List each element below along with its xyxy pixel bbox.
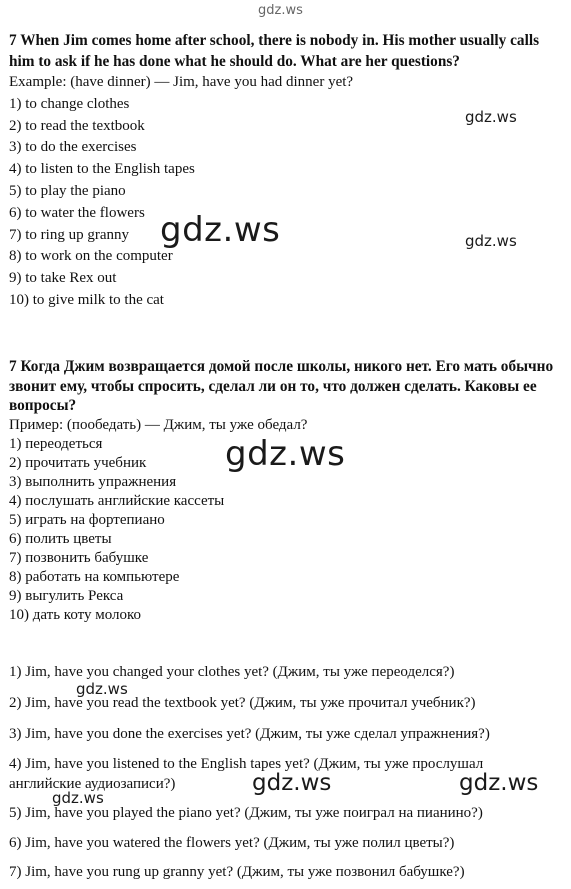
list-item: 7) to ring up granny (9, 226, 129, 243)
list-item: 3) выполнить упражнения (9, 473, 177, 490)
list-item: 4) to listen to the English tapes (9, 161, 195, 178)
answer-item: 5) Jim, have you played the piano yet? (Джим, ты уже поиграл на пианино?) (9, 805, 483, 821)
answer-item: 3) Jim, have you done the exercises yet? (Джим, ты уже сделал упражнения?) (9, 726, 490, 742)
exercise-russian (9, 357, 564, 625)
exercise-russian-example: Пример: (пообедать) — Джим, ты уже обедал? (9, 416, 308, 433)
exercise-english-title: 7 When Jim comes home after school, there is nobody in. His mother usually calls him to ask if he has done what he should do. What are her questions? (9, 32, 540, 70)
answer-item: 4) Jim, have you listened to the English tapes yet? (Джим, ты уже прослушал английские аудиозаписи?) (9, 756, 484, 792)
watermark-top: gdz.ws (258, 3, 303, 18)
exercise-english (9, 30, 564, 312)
answer-item: 1) Jim, have you changed your clothes yet? (Джим, ты уже переоделся?) (9, 664, 455, 680)
list-item: 6) полить цветы (9, 530, 112, 547)
watermark-right-1: gdz.ws (465, 108, 517, 126)
list-item: 10) to give milk to the cat (9, 291, 164, 308)
list-item: 9) to take Rex out (9, 270, 117, 287)
list-item: 10) дать коту молоко (9, 606, 142, 623)
list-item: 8) работать на компьютере (9, 568, 180, 585)
watermark-center-2: gdz.ws (225, 434, 346, 474)
exercise-russian-title: 7 Когда Джим возвращается домой после школы, никого нет. Его мать обычно звонит ему, чтобы спросить, сделал ли он то, что должен сделать. Каковы ее вопросы? (9, 358, 554, 414)
list-item: 5) играть на фортепиано (9, 511, 165, 528)
exercise-english-items (9, 94, 564, 312)
list-item: 1) переодеться (9, 435, 103, 452)
watermark-right-2: gdz.ws (465, 232, 517, 250)
watermark-answers-right: gdz.ws (459, 770, 539, 796)
list-item: 3) to do the exercises (9, 139, 137, 156)
answer-item: 6) Jim, have you watered the flowers yet? (Джим, ты уже полил цветы?) (9, 835, 455, 851)
list-item: 7) позвонить бабушке (9, 549, 149, 566)
watermark-center-1: gdz.ws (160, 210, 281, 250)
answer-item: 2) Jim, have you read the textbook yet? (Джим, ты уже прочитал учебник?) (9, 695, 476, 711)
watermark-answers-left-1: gdz.ws (76, 680, 128, 698)
list-item: 2) прочитать учебник (9, 454, 147, 471)
list-item: 2) to read the textbook (9, 117, 145, 134)
watermark-answers-left-2: gdz.ws (52, 789, 104, 807)
watermark-answers-center: gdz.ws (252, 770, 332, 796)
list-item: 9) выгулить Рекса (9, 587, 124, 604)
list-item: 4) послушать английские кассеты (9, 492, 225, 509)
answer-item: 7) Jim, have you rung up granny yet? (Джим, ты уже позвонил бабушке?) (9, 864, 465, 880)
list-item: 5) to play the piano (9, 182, 126, 199)
list-item: 8) to work on the computer (9, 248, 173, 265)
list-item: 6) to water the flowers (9, 204, 145, 221)
exercise-english-example: Example: (have dinner) — Jim, have you had dinner yet? (9, 74, 354, 90)
list-item: 1) to change clothes (9, 95, 130, 112)
